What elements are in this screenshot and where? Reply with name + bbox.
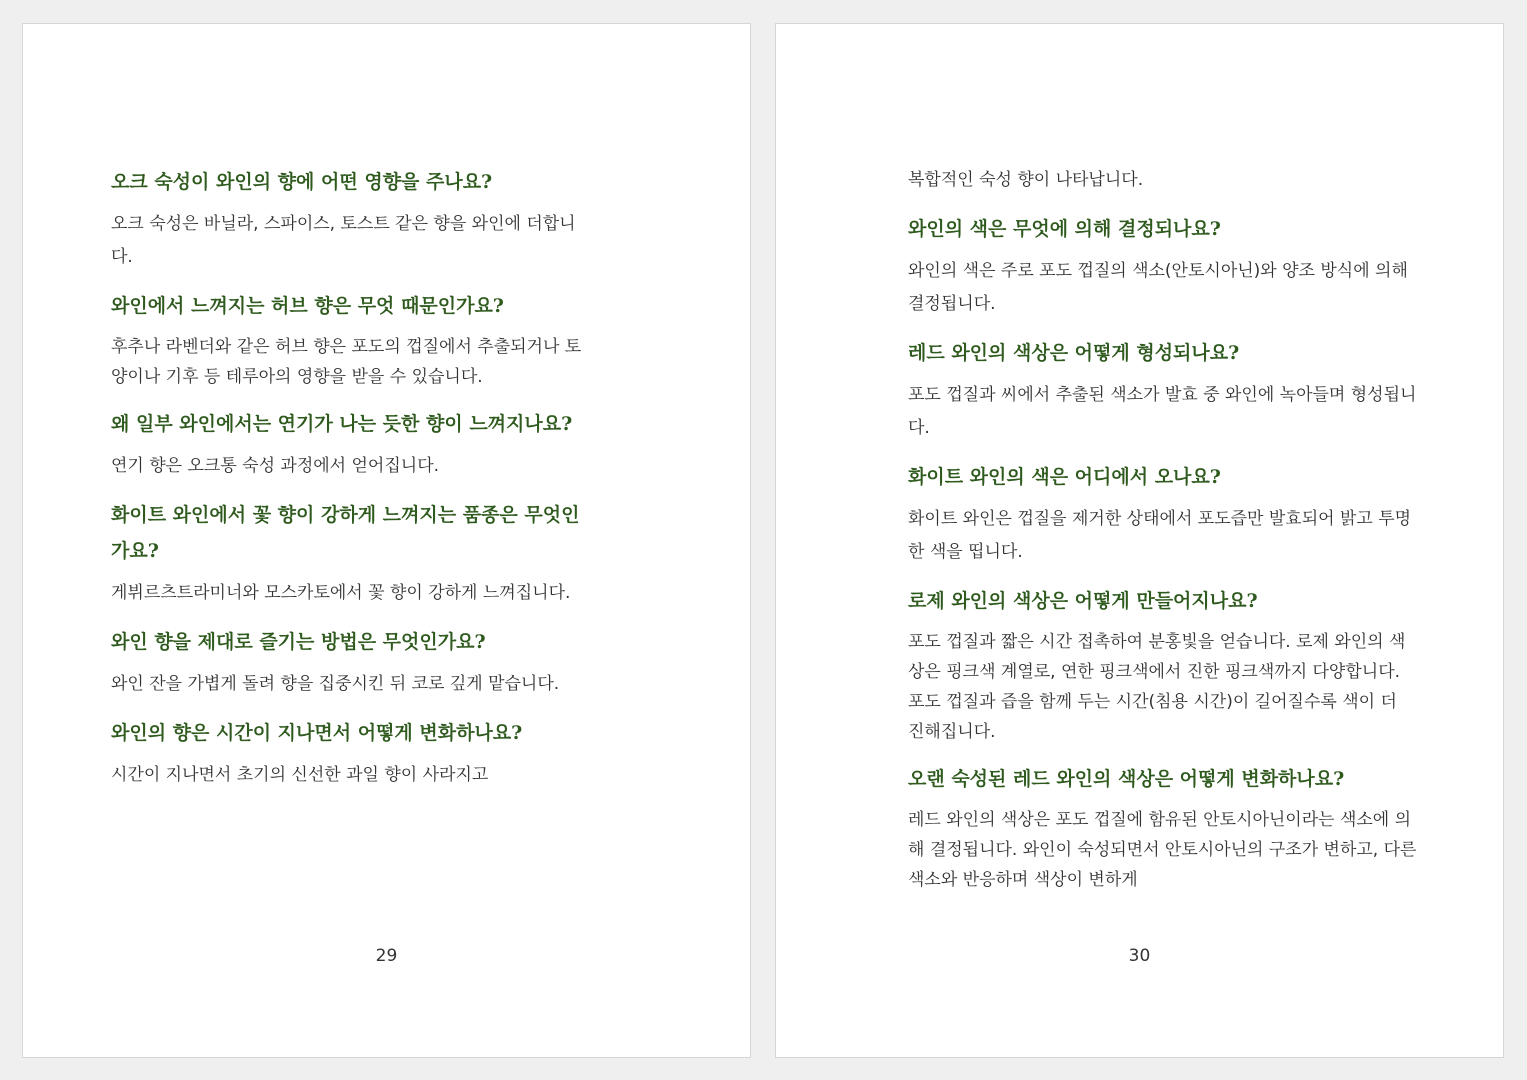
qa-item — [111, 624, 591, 701]
left-page-content — [111, 164, 591, 806]
question-heading: 레드 와인의 색상은 어떻게 형성되나요? — [908, 342, 1240, 364]
question-heading: 화이트 와인의 색은 어디에서 오나요? — [908, 466, 1221, 488]
qa-item — [908, 761, 1418, 895]
answer-text: 와인의 색은 주로 포도 껍질의 색소(안토시아닌)와 양조 방식에 의해 결정됩니다. — [908, 261, 1408, 314]
answer-text: 화이트 와인은 껍질을 제거한 상태에서 포도즙만 발효되어 밝고 투명한 색을 띱니다. — [908, 509, 1412, 562]
answer-text: 게뷔르츠트라미너와 모스카토에서 꽃 향이 강하게 느껴집니다. — [111, 583, 571, 603]
page-number: 29 — [375, 946, 398, 966]
answer-text: 포도 껍질과 짧은 시간 접촉하여 분홍빛을 얻습니다. 로제 와인의 색상은 핑크색 계열로, 연한 핑크색에서 진한 핑크색까지 다양합니다. 포도 껍질과 즙을 함께 두는 시간(침용 시간)이 길어질수록 색이 더 진해집니다. — [908, 632, 1406, 742]
qa-item — [111, 406, 591, 483]
answer-text: 포도 껍질과 씨에서 추출된 색소가 발효 중 와인에 녹아들며 형성됩니다. — [908, 385, 1417, 438]
page-number: 30 — [1128, 946, 1151, 966]
answer-text: 후추나 라벤더와 같은 허브 향은 포도의 껍질에서 추출되거나 토양이나 기후 등 테루아의 영향을 받을 수 있습니다. — [111, 337, 582, 387]
right-page — [775, 23, 1504, 1058]
question-heading: 와인 향을 제대로 즐기는 방법은 무엇인가요? — [111, 631, 486, 653]
question-heading: 와인의 색은 무엇에 의해 결정되나요? — [908, 218, 1221, 240]
qa-item — [908, 211, 1418, 321]
answer-text: 오크 숙성은 바닐라, 스파이스, 토스트 같은 향을 와인에 더합니다. — [111, 214, 576, 267]
continued-text: 복합적인 숙성 향이 나타납니다. — [908, 170, 1144, 190]
answer-text: 시간이 지나면서 초기의 신선한 과일 향이 사라지고 — [111, 765, 489, 785]
question-heading: 와인에서 느껴지는 허브 향은 무엇 때문인가요? — [111, 295, 504, 317]
qa-item — [111, 164, 591, 274]
question-heading: 오크 숙성이 와인의 향에 어떤 영향을 주나요? — [111, 171, 493, 193]
right-page-content — [908, 164, 1418, 909]
question-heading: 와인의 향은 시간이 지나면서 어떻게 변화하나요? — [111, 722, 523, 744]
answer-text: 와인 잔을 가볍게 돌려 향을 집중시킨 뒤 코로 깊게 맡습니다. — [111, 674, 560, 694]
qa-item — [111, 715, 591, 792]
qa-item — [908, 459, 1418, 569]
question-heading: 왜 일부 와인에서는 연기가 나는 듯한 향이 느껴지나요? — [111, 413, 573, 435]
qa-item — [908, 335, 1418, 445]
question-heading: 화이트 와인에서 꽃 향이 강하게 느껴지는 품종은 무엇인가요? — [111, 504, 580, 562]
question-heading: 로제 와인의 색상은 어떻게 만들어지나요? — [908, 590, 1258, 612]
question-heading: 오랜 숙성된 레드 와인의 색상은 어떻게 변화하나요? — [908, 768, 1345, 790]
qa-item — [908, 583, 1418, 747]
qa-item — [111, 497, 591, 610]
qa-item — [111, 288, 591, 392]
answer-text: 연기 향은 오크통 숙성 과정에서 얻어집니다. — [111, 456, 440, 476]
answer-text: 레드 와인의 색상은 포도 껍질에 함유된 안토시아닌이라는 색소에 의해 결정됩니다. 와인이 숙성되면서 안토시아닌의 구조가 변하고, 다른 색소와 반응하며 색상이 변하게 — [908, 810, 1417, 890]
left-page — [22, 23, 751, 1058]
